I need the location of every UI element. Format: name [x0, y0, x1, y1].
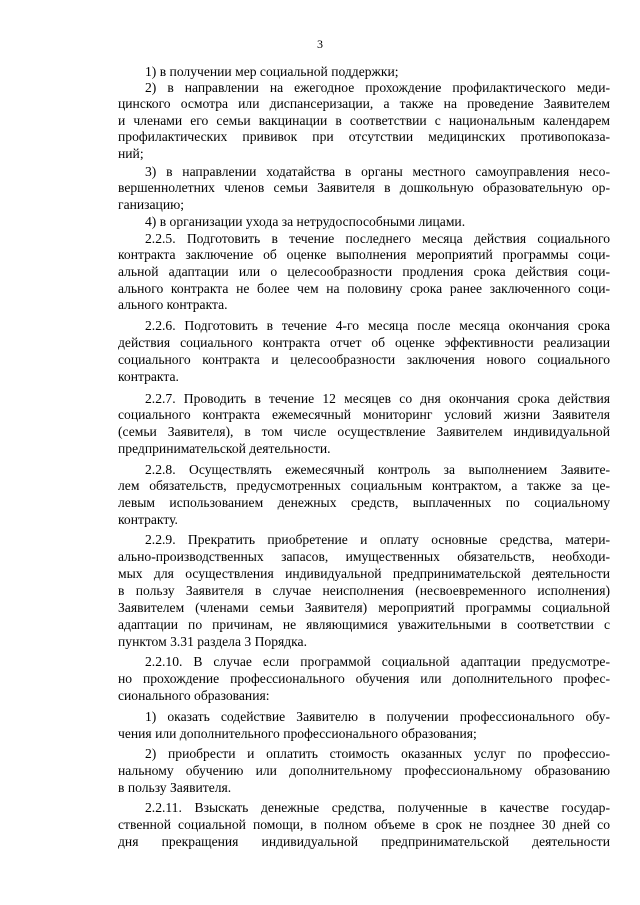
text-line: левым использованием денежных средств, выплаченных по социальному — [118, 495, 610, 510]
text-line: ального контракта. — [118, 297, 228, 312]
text-line: ально-производственных запасов, имущественных обязательств, необходи- — [118, 549, 610, 564]
page-number: 3 — [317, 37, 323, 51]
text-line: действия социального контракта отчет об оценке эффективности реализации — [118, 335, 610, 350]
text-line: социального контракта ежемесячный мониторинг условий жизни Заявителя — [118, 407, 610, 422]
text-line: 2.2.9. Прекратить приобретение и оплату основные средства, матери- — [145, 532, 610, 547]
text-line: ганизацию; — [118, 197, 185, 212]
text-line: контракта. — [118, 369, 179, 384]
text-line: (семьи Заявителя), в том числе осуществление Заявителем индивидуальной — [118, 424, 610, 439]
text-line: предпринимательской деятельности. — [118, 441, 331, 456]
text-line: но прохождение профессионального обучения или дополнительного профес- — [118, 671, 610, 686]
text-line: чения или дополнительного профессионального образования; — [118, 726, 477, 741]
text-line: адаптации по причинам, не являющимися уважительными в соответствии с — [118, 617, 610, 632]
text-line: 2.2.10. В случае если программой социальной адаптации предусмотре- — [145, 654, 610, 669]
text-line: и членами его семьи вакцинации в соответствии с национальным календарем — [118, 113, 610, 128]
text-line: социального контракта и целесообразности заключения нового социального — [118, 352, 610, 367]
text-line: 2.2.11. Взыскать денежные средства, полученные в качестве государ- — [145, 800, 610, 815]
text-line: 2.2.5. Подготовить в течение последнего месяца действия социального — [145, 231, 610, 246]
text-line: контракту. — [118, 512, 178, 527]
text-line: 2.2.8. Осуществлять ежемесячный контроль за выполнением Заявите- — [145, 462, 610, 477]
text-line: 2.2.7. Проводить в течение 12 месяцев со дня окончания срока действия — [145, 391, 610, 406]
text-line: мых для осуществления индивидуальной предпринимательской деятельности — [118, 566, 610, 581]
text-line: ального контракта не более чем на половину срока ранее заключенного соци- — [118, 281, 610, 296]
text-line: 3) в направлении ходатайства в органы местного самоуправления несо- — [145, 164, 610, 179]
text-line: ний; — [118, 146, 144, 161]
text-line: контракта заключение об оценке выполнения мероприятий программы соци- — [118, 247, 610, 262]
text-line: 2) в направлении на ежегодное прохождение профилактического меди- — [145, 80, 610, 95]
text-line: нальному обучению или дополнительному профессиональному образованию — [118, 763, 610, 778]
text-line: Заявителем (членами семьи Заявителя) мероприятий программы социальной — [118, 600, 610, 615]
text-line: ственной социальной помощи, в полном объеме в срок не позднее 30 дней со — [118, 817, 610, 832]
text-line: дня прекращения индивидуальной предпринимательской деятельности — [118, 834, 610, 849]
text-line: альной адаптации или о целесообразности продления срока действия соци- — [118, 264, 610, 279]
text-line: пунктом 3.31 раздела 3 Порядка. — [118, 634, 307, 649]
text-line: цинского осмотра или диспансеризации, а также на проведение Заявителем — [118, 96, 610, 111]
text-line: 2.2.6. Подготовить в течение 4-го месяца после месяца окончания срока — [145, 318, 610, 333]
text-line: в пользу Заявителя в случае неисполнения (несвоевременного исполнения) — [118, 583, 610, 598]
text-line: вершеннолетних членов семьи Заявителя в дошкольную образовательную ор- — [118, 180, 610, 195]
text-line: 2) приобрести и оплатить стоимость оказанных услуг по профессио- — [145, 746, 610, 761]
text-line: сионального образования: — [118, 688, 270, 703]
text-line: 4) в организации ухода за нетрудоспособными лицами. — [145, 214, 466, 229]
text-line: лем обязательств, предусмотренных социальным контрактом, а также за це- — [118, 478, 610, 493]
text-line: профилактических прививок при отсутствии медицинских противопоказа- — [118, 129, 610, 144]
text-line: 1) в получении мер социальной поддержки; — [145, 64, 399, 79]
text-line: в пользу Заявителя. — [118, 780, 232, 795]
text-line: 1) оказать содействие Заявителю в получении профессионального обу- — [145, 709, 610, 724]
